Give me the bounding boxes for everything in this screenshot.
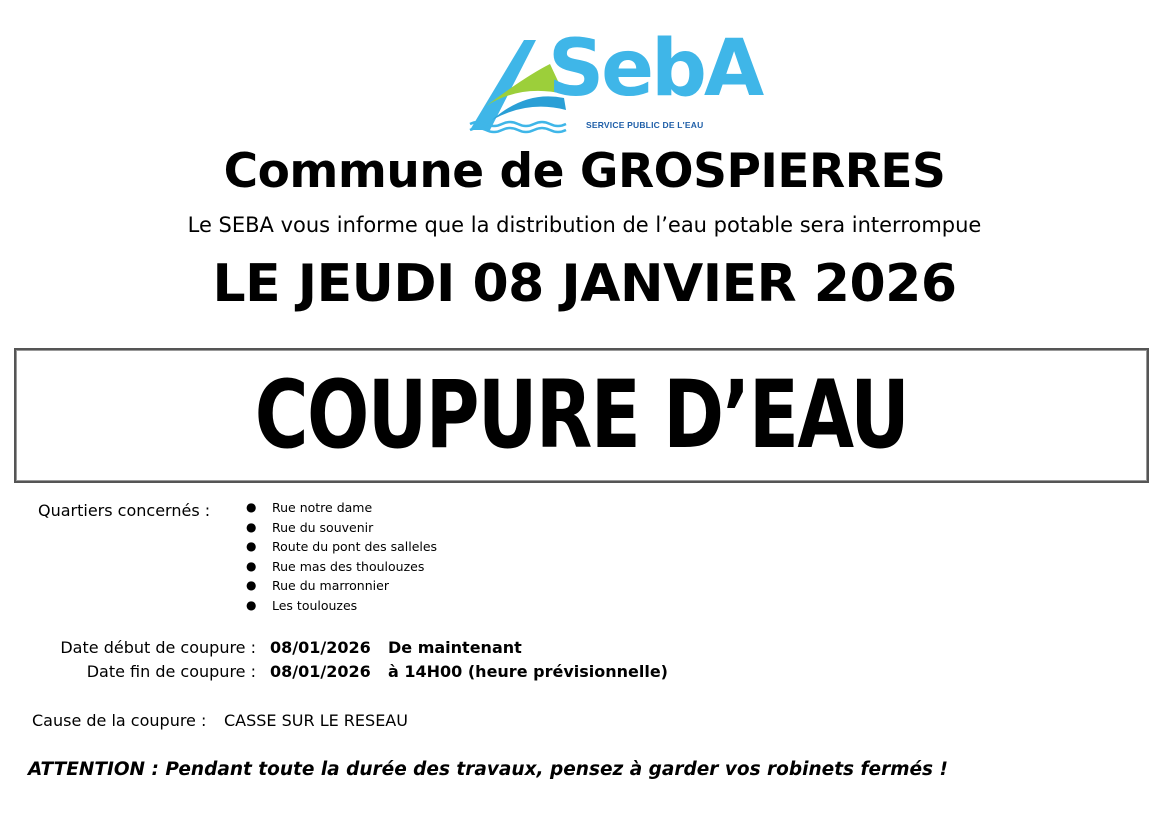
attention-notice: ATTENTION : Pendant toute la durée des travaux, pensez à garder vos robinets fermés ! <box>28 759 948 780</box>
interruption-date: LE JEUDI 08 JANVIER 2026 <box>212 254 957 314</box>
cause-value: CASSE SUR LE RESEAU <box>224 711 408 730</box>
start-note: De maintenant <box>388 638 522 657</box>
coupure-banner <box>14 348 1149 483</box>
logo-wordmark: SebA <box>548 24 762 114</box>
end-note: à 14H00 (heure prévisionnelle) <box>388 662 668 681</box>
cause-label: Cause de la coupure : <box>32 711 207 730</box>
end-date-label: Date fin de coupure : <box>86 662 256 681</box>
seba-logo <box>466 24 762 136</box>
banner-title: COUPURE D’EAU <box>254 361 909 470</box>
quartier-name: Rue du souvenir <box>272 519 374 535</box>
quartier-name: Les toulouzes <box>272 597 358 613</box>
bullet-icon: ● <box>246 519 257 534</box>
bullet-icon: ● <box>246 597 257 612</box>
list-item <box>244 537 437 557</box>
end-date-value: 08/01/2026 <box>270 662 371 681</box>
list-item <box>244 596 437 616</box>
quartier-name: Rue mas des thoulouzes <box>272 558 425 574</box>
notice-subtitle: Le SEBA vous informe que la distribution de l’eau potable sera interrompue <box>187 213 982 237</box>
list-item <box>244 498 437 518</box>
commune-title: Commune de GROSPIERRES <box>223 144 946 199</box>
bullet-icon: ● <box>246 578 257 593</box>
quartier-name: Route du pont des salleles <box>272 539 438 555</box>
start-date-value: 08/01/2026 <box>270 638 371 657</box>
logo-tagline: SERVICE PUBLIC DE L'EAU <box>586 120 704 130</box>
quartiers-label: Quartiers concernés : <box>38 501 211 520</box>
list-item <box>244 576 437 596</box>
quartier-name: Rue notre dame <box>272 500 373 515</box>
quartier-name: Rue du marronnier <box>272 578 389 594</box>
bullet-icon: ● <box>246 558 257 573</box>
list-item <box>244 557 437 577</box>
bullet-icon: ● <box>246 500 257 514</box>
quartiers-list <box>244 498 437 616</box>
list-item <box>244 518 437 538</box>
bullet-icon: ● <box>246 539 257 554</box>
start-date-label: Date début de coupure : <box>60 638 256 657</box>
